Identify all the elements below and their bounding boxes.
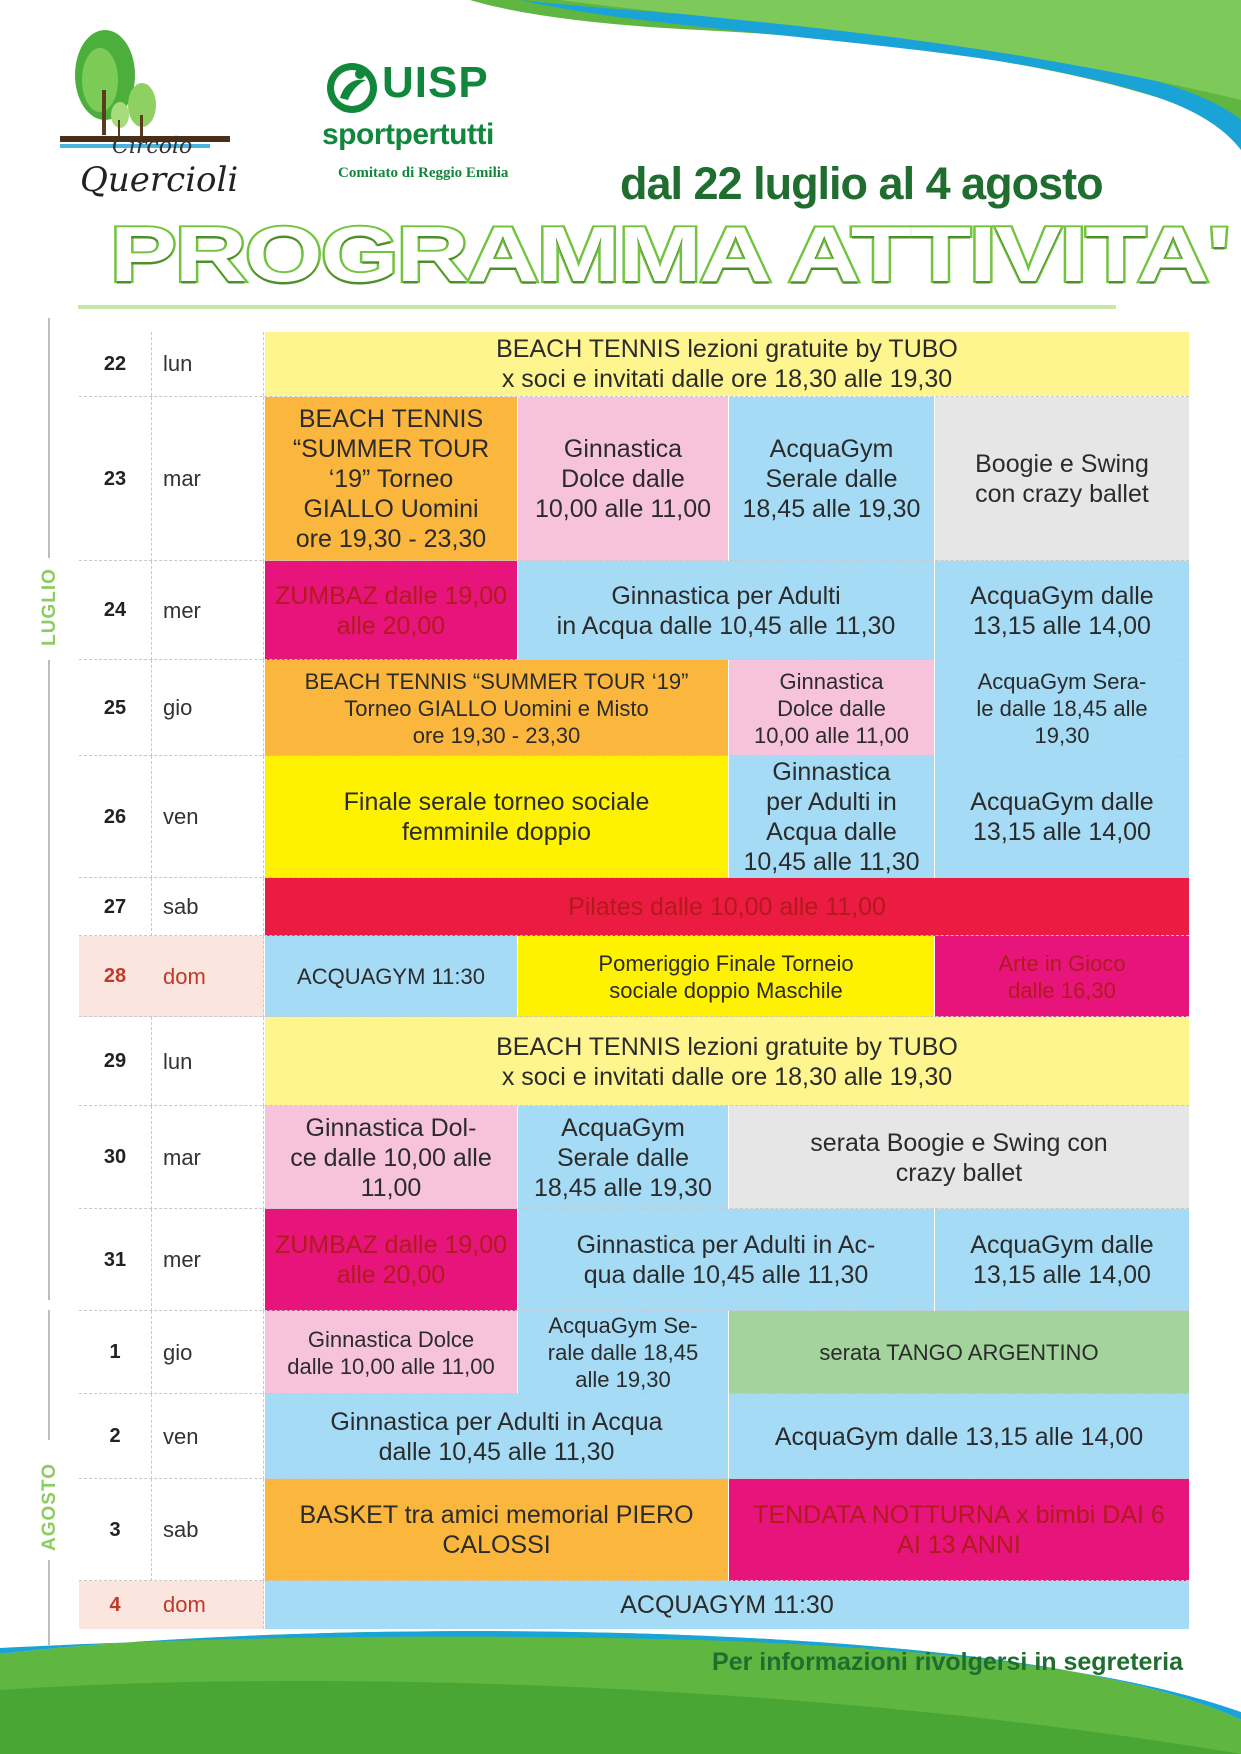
schedule-row-30	[79, 1105, 1189, 1209]
uisp-subtitle: sportpertutti	[322, 118, 494, 151]
day-number: 23	[79, 397, 152, 561]
schedule-row-27	[79, 877, 1189, 936]
activity-cell: AcquaGym Sera- le dalle 18,45 alle 19,30	[934, 660, 1189, 756]
activity-cell: AcquaGym Serale dalle 18,45 alle 19,30	[728, 397, 934, 561]
activity-cell: Finale serale torneo sociale femminile doppio	[264, 756, 728, 878]
day-number: 3	[79, 1479, 152, 1581]
activity-cell: AcquaGym dalle 13,15 alle 14,00	[934, 1209, 1189, 1311]
day-name: lun	[151, 332, 264, 396]
day-name: mar	[151, 1106, 264, 1209]
schedule-row-31	[79, 1208, 1189, 1311]
activity-cell: Ginnastica Dol- ce dalle 10,00 alle 11,00	[264, 1106, 517, 1209]
august-guide-line-lower	[48, 1560, 50, 1645]
activity-cell: ZUMBAZ dalle 19,00 alle 20,00	[264, 561, 517, 660]
day-number: 2	[79, 1394, 152, 1479]
day-number: 26	[79, 756, 152, 878]
activity-cell: AcquaGym dalle 13,15 alle 14,00	[934, 561, 1189, 660]
day-number: 31	[79, 1209, 152, 1311]
day-name: dom	[151, 1581, 264, 1629]
activity-cell: ACQUAGYM 11:30	[264, 1581, 1189, 1629]
schedule-row-25	[79, 659, 1189, 756]
uisp-committee: Comitato di Reggio Emilia	[338, 165, 509, 181]
schedule-row-22	[79, 332, 1189, 396]
july-guide-line	[48, 318, 50, 558]
month-label-august: AGOSTO	[39, 1463, 60, 1551]
activity-cell: Ginnastica per Adulti in Acqua dalle 10,45 alle 11,30	[517, 561, 934, 660]
day-name: mer	[151, 561, 264, 660]
day-name: mer	[151, 1209, 264, 1311]
activity-cell: Ginnastica per Adulti in Ac- qua dalle 10,45 alle 11,30	[517, 1209, 934, 1311]
footer-info: Per informazioni rivolgersi in segreteria	[712, 1648, 1183, 1676]
schedule-table	[79, 332, 1189, 1628]
activity-cell: BEACH TENNIS lezioni gratuite by TUBO x soci e invitati dalle ore 18,30 alle 19,30	[264, 332, 1189, 396]
day-number: 4	[79, 1581, 152, 1629]
day-number: 28	[79, 936, 152, 1017]
activity-cell: Ginnastica Dolce dalle 10,00 alle 11,00	[517, 397, 728, 561]
day-number: 22	[79, 332, 152, 396]
activity-cell: BEACH TENNIS “SUMMER TOUR ‘19” Torneo GIALLO Uomini e Misto ore 19,30 - 23,30	[264, 660, 728, 756]
schedule-row-28	[79, 935, 1189, 1017]
activity-cell: BASKET tra amici memorial PIERO CALOSSI	[264, 1479, 728, 1581]
day-name: gio	[151, 1311, 264, 1394]
page-title: PROGRAMMA ATTIVITA'	[110, 210, 1229, 299]
day-name: ven	[151, 1394, 264, 1479]
activity-cell: Pomeriggio Finale Torneio sociale doppio Maschile	[517, 936, 934, 1017]
day-number: 1	[79, 1311, 152, 1394]
activity-cell: serata Boogie e Swing con crazy ballet	[728, 1106, 1189, 1209]
day-name: dom	[151, 936, 264, 1017]
title-divider	[78, 305, 1116, 309]
activity-cell: BEACH TENNIS lezioni gratuite by TUBO x soci e invitati dalle ore 18,30 alle 19,30	[264, 1017, 1189, 1106]
activity-cell: serata TANGO ARGENTINO	[728, 1311, 1189, 1394]
day-name: ven	[151, 756, 264, 878]
schedule-row-1	[79, 1310, 1189, 1394]
club-name-bottom: Quercioli	[80, 160, 239, 200]
schedule-row-23	[79, 396, 1189, 561]
august-guide-line	[48, 1310, 50, 1440]
day-name: mar	[151, 397, 264, 561]
schedule-row-2	[79, 1393, 1189, 1479]
day-number: 24	[79, 561, 152, 660]
day-name: lun	[151, 1017, 264, 1106]
month-label-july: LUGLIO	[39, 568, 60, 646]
uisp-emblem-icon	[322, 58, 382, 118]
day-number: 27	[79, 878, 152, 936]
activity-cell: Pilates dalle 10,00 alle 11,00	[264, 878, 1189, 936]
activity-cell: AcquaGym Se- rale dalle 18,45 alle 19,30	[517, 1311, 728, 1394]
schedule-row-24	[79, 560, 1189, 660]
activity-cell: AcquaGym dalle 13,15 alle 14,00	[728, 1394, 1189, 1479]
activity-cell: Arte in Gioco dalle 16,30	[934, 936, 1189, 1017]
day-name: gio	[151, 660, 264, 756]
activity-cell: ACQUAGYM 11:30	[264, 936, 517, 1017]
schedule-row-26	[79, 755, 1189, 878]
activity-cell: Ginnastica per Adulti in Acqua dalle 10,45 alle 11,30	[728, 756, 934, 878]
activity-cell: BEACH TENNIS “SUMMER TOUR ‘19” Torneo GIALLO Uomini ore 19,30 - 23,30	[264, 397, 517, 561]
schedule-row-29	[79, 1016, 1189, 1106]
activity-cell: AcquaGym Serale dalle 18,45 alle 19,30	[517, 1106, 728, 1209]
day-number: 30	[79, 1106, 152, 1209]
day-name: sab	[151, 1479, 264, 1581]
activity-cell: ZUMBAZ dalle 19,00 alle 20,00	[264, 1209, 517, 1311]
day-number: 25	[79, 660, 152, 756]
activity-cell: Boogie e Swing con crazy ballet	[934, 397, 1189, 561]
date-range: dal 22 luglio al 4 agosto	[620, 158, 1103, 209]
july-guide-line-lower	[48, 660, 50, 1300]
day-name: sab	[151, 878, 264, 936]
activity-cell: Ginnastica per Adulti in Acqua dalle 10,45 alle 11,30	[264, 1394, 728, 1479]
club-name-top: Circolo	[112, 134, 193, 159]
activity-cell: AcquaGym dalle 13,15 alle 14,00	[934, 756, 1189, 878]
day-number: 29	[79, 1017, 152, 1106]
activity-cell: TENDATA NOTTURNA x bimbi DAI 6 AI 13 ANNI	[728, 1479, 1189, 1581]
uisp-title: UISP	[382, 58, 489, 107]
activity-cell: Ginnastica Dolce dalle 10,00 alle 11,00	[728, 660, 934, 756]
activity-cell: Ginnastica Dolce dalle 10,00 alle 11,00	[264, 1311, 517, 1394]
schedule-row-4	[79, 1580, 1189, 1629]
schedule-row-3	[79, 1478, 1189, 1581]
